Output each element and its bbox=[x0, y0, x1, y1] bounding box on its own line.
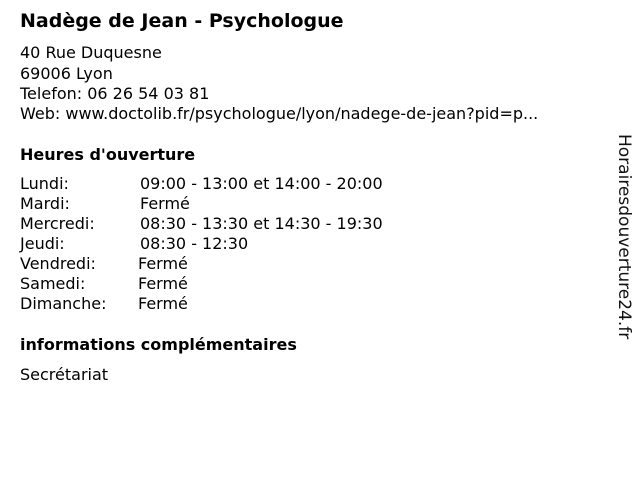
address-street: 40 Rue Duquesne bbox=[20, 43, 162, 62]
day-label: Lundi: bbox=[20, 174, 69, 193]
day-label: Dimanche: bbox=[20, 294, 107, 313]
business-title: Nadège de Jean - Psychologue bbox=[20, 10, 344, 32]
day-hours: 08:30 - 12:30 bbox=[140, 234, 249, 253]
day-hours: 08:30 - 13:30 et 14:30 - 19:30 bbox=[140, 214, 383, 233]
phone-number[interactable]: Telefon: 06 26 54 03 81 bbox=[20, 84, 210, 103]
website-link[interactable]: Web: www.doctolib.fr/psychologue/lyon/nadege-de-jean?pid=p... bbox=[20, 104, 539, 123]
address-city: 69006 Lyon bbox=[20, 64, 113, 83]
day-label: Vendredi: bbox=[20, 254, 96, 273]
additional-info-text: Secrétariat bbox=[20, 365, 109, 384]
day-hours: Fermé bbox=[138, 254, 188, 273]
day-label: Mardi: bbox=[20, 194, 70, 213]
additional-info-heading: informations complémentaires bbox=[20, 335, 297, 354]
day-label: Samedi: bbox=[20, 274, 86, 293]
day-label: Mercredi: bbox=[20, 214, 95, 233]
site-watermark: Horairesdouverture24.fr bbox=[614, 134, 634, 340]
opening-hours-heading: Heures d'ouverture bbox=[20, 145, 196, 164]
day-hours: Fermé bbox=[138, 274, 188, 293]
day-hours: Fermé bbox=[138, 294, 188, 313]
day-hours: Fermé bbox=[140, 194, 190, 213]
day-hours: 09:00 - 13:00 et 14:00 - 20:00 bbox=[140, 174, 383, 193]
day-label: Jeudi: bbox=[20, 234, 65, 253]
